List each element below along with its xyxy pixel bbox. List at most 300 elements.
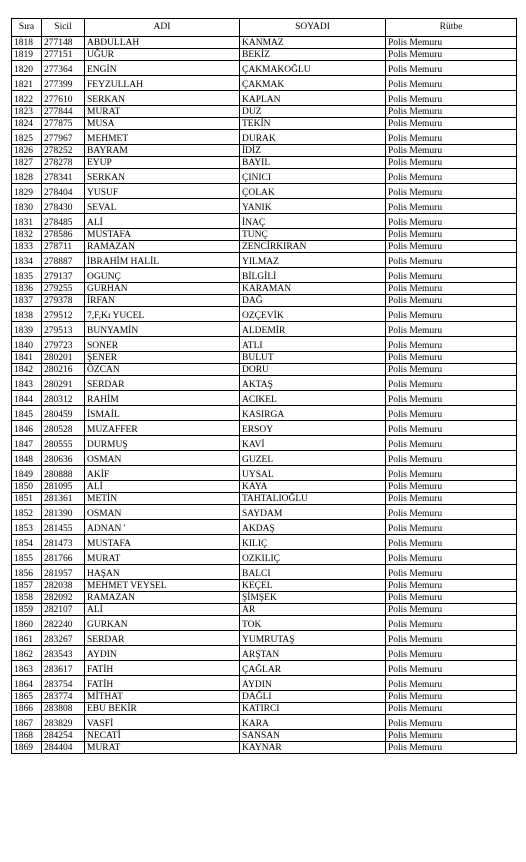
cell-rutbe: Polis Memuru [386, 307, 517, 322]
table-row [12, 631, 517, 646]
cell-sira: 1824 [12, 118, 42, 130]
cell-sicil: 278887 [42, 253, 85, 268]
cell-soyadi: ACIKEL [240, 391, 386, 406]
cell-soyadi: TUNÇ [240, 229, 386, 241]
table-row [12, 283, 517, 295]
cell-rutbe: Polis Memuru [386, 661, 517, 676]
cell-sira: 1861 [12, 631, 42, 646]
cell-soyadi: DUZ [240, 106, 386, 118]
cell-soyadi: KARA [240, 715, 386, 730]
cell-rutbe: Polis Memuru [386, 691, 517, 703]
cell-sicil: 280459 [42, 406, 85, 421]
cell-sira: 1827 [12, 157, 42, 169]
cell-sicil: 278404 [42, 184, 85, 199]
cell-adi: OGUNÇ [85, 268, 240, 283]
cell-sira: 1847 [12, 436, 42, 451]
cell-sicil: 284254 [42, 730, 85, 742]
cell-rutbe: Polis Memuru [386, 493, 517, 505]
cell-rutbe: Polis Memuru [386, 184, 517, 199]
cell-rutbe: Polis Memuru [386, 466, 517, 481]
column-header-soyadi: SOYADI [240, 19, 386, 37]
cell-sicil: 280888 [42, 466, 85, 481]
cell-sira: 1818 [12, 37, 42, 49]
cell-adi: OSMAN [85, 505, 240, 520]
cell-sicil: 278711 [42, 241, 85, 253]
cell-adi: MURAT [85, 550, 240, 565]
cell-rutbe: Polis Memuru [386, 535, 517, 550]
cell-adi: İBRAHİM HALİL [85, 253, 240, 268]
cell-rutbe: Polis Memuru [386, 604, 517, 616]
cell-adi: ADNAN ' [85, 520, 240, 535]
cell-adi: EYUP [85, 157, 240, 169]
cell-sira: 1822 [12, 91, 42, 106]
cell-soyadi: SAYDAM [240, 505, 386, 520]
cell-soyadi: ŞİMŞEK [240, 592, 386, 604]
cell-adi: İSMAİL [85, 406, 240, 421]
cell-sira: 1835 [12, 268, 42, 283]
cell-adi: BAYRAM [85, 145, 240, 157]
cell-sira: 1840 [12, 337, 42, 352]
cell-rutbe: Polis Memuru [386, 580, 517, 592]
cell-sira: 1849 [12, 466, 42, 481]
cell-soyadi: ALDEMİR [240, 322, 386, 337]
cell-adi: DURMUŞ [85, 436, 240, 451]
cell-sira: 1869 [12, 742, 42, 754]
cell-soyadi: ÇAĞLAR [240, 661, 386, 676]
cell-adi: ALİ [85, 481, 240, 493]
table-row [12, 481, 517, 493]
table-row [12, 307, 517, 322]
cell-soyadi: GUZEL [240, 451, 386, 466]
cell-sira: 1845 [12, 406, 42, 421]
table-row [12, 505, 517, 520]
cell-soyadi: BULUT [240, 352, 386, 364]
cell-sicil: 280216 [42, 364, 85, 376]
cell-rutbe: Polis Memuru [386, 436, 517, 451]
cell-adi: ALİ [85, 604, 240, 616]
cell-adi: MUSA [85, 118, 240, 130]
cell-adi: SERDAR [85, 376, 240, 391]
cell-rutbe: Polis Memuru [386, 199, 517, 214]
cell-soyadi: KAYA [240, 481, 386, 493]
table-row [12, 364, 517, 376]
cell-sicil: 279378 [42, 295, 85, 307]
table-row [12, 715, 517, 730]
cell-adi: ABDULLAH [85, 37, 240, 49]
cell-sicil: 280555 [42, 436, 85, 451]
cell-soyadi: OZÇEVİK [240, 307, 386, 322]
cell-sicil: 277399 [42, 76, 85, 91]
cell-rutbe: Polis Memuru [386, 742, 517, 754]
cell-rutbe: Polis Memuru [386, 91, 517, 106]
cell-soyadi: DAĞ [240, 295, 386, 307]
cell-sira: 1826 [12, 145, 42, 157]
cell-rutbe: Polis Memuru [386, 505, 517, 520]
table-row [12, 592, 517, 604]
cell-soyadi: DAĞLI [240, 691, 386, 703]
cell-sira: 1854 [12, 535, 42, 550]
cell-sira: 1867 [12, 715, 42, 730]
cell-rutbe: Polis Memuru [386, 352, 517, 364]
cell-adi: GURKAN [85, 616, 240, 631]
cell-sicil: 281957 [42, 565, 85, 580]
cell-sira: 1863 [12, 661, 42, 676]
cell-rutbe: Polis Memuru [386, 322, 517, 337]
cell-rutbe: Polis Memuru [386, 49, 517, 61]
cell-sira: 1850 [12, 481, 42, 493]
cell-rutbe: Polis Memuru [386, 106, 517, 118]
cell-sira: 1828 [12, 169, 42, 184]
cell-soyadi: UYSAL [240, 466, 386, 481]
cell-soyadi: İNAÇ [240, 214, 386, 229]
cell-sira: 1864 [12, 676, 42, 691]
cell-sira: 1831 [12, 214, 42, 229]
table-row [12, 214, 517, 229]
cell-rutbe: Polis Memuru [386, 37, 517, 49]
cell-sicil: 281473 [42, 535, 85, 550]
table-row [12, 337, 517, 352]
header-row [12, 19, 517, 37]
cell-adi: RAMAZAN [85, 592, 240, 604]
table-row [12, 157, 517, 169]
cell-rutbe: Polis Memuru [386, 283, 517, 295]
cell-sicil: 278278 [42, 157, 85, 169]
column-header-sira: Sıra [12, 19, 42, 37]
cell-sicil: 279512 [42, 307, 85, 322]
cell-rutbe: Polis Memuru [386, 715, 517, 730]
table-row [12, 130, 517, 145]
cell-soyadi: KEÇEL [240, 580, 386, 592]
cell-rutbe: Polis Memuru [386, 118, 517, 130]
cell-soyadi: KATIRCI [240, 703, 386, 715]
cell-adi: VASFİ [85, 715, 240, 730]
table-row [12, 616, 517, 631]
table-row [12, 169, 517, 184]
table-row [12, 466, 517, 481]
cell-sicil: 277875 [42, 118, 85, 130]
cell-adi: RAHİM [85, 391, 240, 406]
cell-soyadi: ÇAKMAKOĞLU [240, 61, 386, 76]
personnel-table [11, 18, 517, 754]
cell-soyadi: TAHTALIOĞLU [240, 493, 386, 505]
table-row [12, 661, 517, 676]
table-row [12, 241, 517, 253]
cell-sicil: 280291 [42, 376, 85, 391]
cell-rutbe: Polis Memuru [386, 730, 517, 742]
cell-sira: 1851 [12, 493, 42, 505]
cell-sira: 1842 [12, 364, 42, 376]
table-row [12, 184, 517, 199]
cell-sicil: 278252 [42, 145, 85, 157]
cell-sicil: 279137 [42, 268, 85, 283]
cell-sicil: 282092 [42, 592, 85, 604]
table-row [12, 493, 517, 505]
cell-rutbe: Polis Memuru [386, 421, 517, 436]
cell-sira: 1860 [12, 616, 42, 631]
table-row [12, 451, 517, 466]
cell-sira: 1862 [12, 646, 42, 661]
cell-sicil: 282240 [42, 616, 85, 631]
cell-adi: OSMAN [85, 451, 240, 466]
cell-soyadi: AKTAŞ [240, 376, 386, 391]
cell-sicil: 282038 [42, 580, 85, 592]
cell-adi: 7,F,Kı YUCEL [85, 307, 240, 322]
cell-adi: MUZAFFER [85, 421, 240, 436]
cell-adi: YUSUF [85, 184, 240, 199]
cell-sira: 1833 [12, 241, 42, 253]
cell-adi: İRFAN [85, 295, 240, 307]
cell-sira: 1843 [12, 376, 42, 391]
cell-sira: 1866 [12, 703, 42, 715]
cell-rutbe: Polis Memuru [386, 61, 517, 76]
cell-rutbe: Polis Memuru [386, 646, 517, 661]
table-row [12, 268, 517, 283]
cell-sira: 1844 [12, 391, 42, 406]
cell-soyadi: İDİZ [240, 145, 386, 157]
cell-rutbe: Polis Memuru [386, 241, 517, 253]
cell-soyadi: OZKILIÇ [240, 550, 386, 565]
cell-soyadi: BEKİZ [240, 49, 386, 61]
cell-rutbe: Polis Memuru [386, 229, 517, 241]
cell-rutbe: Polis Memuru [386, 391, 517, 406]
cell-adi: MEHMET VEYSEL [85, 580, 240, 592]
table-row [12, 742, 517, 754]
cell-adi: EBU BEKİR [85, 703, 240, 715]
cell-soyadi: ÇAKMAK [240, 76, 386, 91]
cell-sira: 1836 [12, 283, 42, 295]
cell-adi: SEVAL [85, 199, 240, 214]
cell-adi: NECATİ [85, 730, 240, 742]
cell-rutbe: Polis Memuru [386, 550, 517, 565]
cell-soyadi: ATLI [240, 337, 386, 352]
table-row [12, 76, 517, 91]
table-row [12, 406, 517, 421]
column-header-adi: ADI [85, 19, 240, 37]
cell-rutbe: Polis Memuru [386, 592, 517, 604]
cell-rutbe: Polis Memuru [386, 253, 517, 268]
cell-soyadi: ÇOLAK [240, 184, 386, 199]
cell-sira: 1837 [12, 295, 42, 307]
cell-sicil: 280312 [42, 391, 85, 406]
cell-soyadi: TEKİN [240, 118, 386, 130]
table-row [12, 676, 517, 691]
cell-soyadi: KARAMAN [240, 283, 386, 295]
cell-sicil: 283543 [42, 646, 85, 661]
table-row [12, 376, 517, 391]
cell-sira: 1853 [12, 520, 42, 535]
cell-soyadi: AYDIN [240, 676, 386, 691]
cell-rutbe: Polis Memuru [386, 364, 517, 376]
cell-sira: 1829 [12, 184, 42, 199]
cell-adi: RAMAZAN [85, 241, 240, 253]
table-row [12, 352, 517, 364]
cell-soyadi: BALCI [240, 565, 386, 580]
cell-adi: GURHAN [85, 283, 240, 295]
cell-sicil: 279255 [42, 283, 85, 295]
cell-soyadi: KANMAZ [240, 37, 386, 49]
cell-rutbe: Polis Memuru [386, 481, 517, 493]
cell-soyadi: BAYIL [240, 157, 386, 169]
cell-soyadi: AKDAŞ [240, 520, 386, 535]
column-header-rutbe: Rütbe [386, 19, 517, 37]
cell-adi: MİTHAT [85, 691, 240, 703]
table-row [12, 730, 517, 742]
cell-sira: 1825 [12, 130, 42, 145]
cell-rutbe: Polis Memuru [386, 169, 517, 184]
cell-soyadi: KILIÇ [240, 535, 386, 550]
cell-adi: SONER [85, 337, 240, 352]
table-row [12, 520, 517, 535]
cell-adi: FEYZULLAH [85, 76, 240, 91]
table-row [12, 106, 517, 118]
cell-sicil: 280201 [42, 352, 85, 364]
cell-sira: 1856 [12, 565, 42, 580]
cell-soyadi: KASIRGA [240, 406, 386, 421]
cell-sicil: 278485 [42, 214, 85, 229]
cell-sira: 1819 [12, 49, 42, 61]
table-row [12, 580, 517, 592]
cell-adi: FATİH [85, 676, 240, 691]
cell-sira: 1823 [12, 106, 42, 118]
cell-sicil: 278341 [42, 169, 85, 184]
table-row [12, 604, 517, 616]
cell-adi: ENGİN [85, 61, 240, 76]
cell-sira: 1858 [12, 592, 42, 604]
cell-rutbe: Polis Memuru [386, 130, 517, 145]
cell-sira: 1865 [12, 691, 42, 703]
cell-adi: BUNYAMİN [85, 322, 240, 337]
cell-sicil: 281361 [42, 493, 85, 505]
cell-sira: 1838 [12, 307, 42, 322]
cell-adi: MURAT [85, 742, 240, 754]
cell-rutbe: Polis Memuru [386, 295, 517, 307]
cell-soyadi: YILMAZ [240, 253, 386, 268]
cell-sicil: 277151 [42, 49, 85, 61]
table-row [12, 61, 517, 76]
cell-sicil: 281455 [42, 520, 85, 535]
cell-rutbe: Polis Memuru [386, 406, 517, 421]
cell-soyadi: ÇINICI [240, 169, 386, 184]
cell-sicil: 279513 [42, 322, 85, 337]
cell-rutbe: Polis Memuru [386, 565, 517, 580]
cell-sicil: 282107 [42, 604, 85, 616]
table-row [12, 145, 517, 157]
cell-rutbe: Polis Memuru [386, 145, 517, 157]
cell-rutbe: Polis Memuru [386, 214, 517, 229]
cell-adi: MURAT [85, 106, 240, 118]
cell-sicil: 281390 [42, 505, 85, 520]
cell-soyadi: KAYNAR [240, 742, 386, 754]
cell-sicil: 283829 [42, 715, 85, 730]
cell-rutbe: Polis Memuru [386, 631, 517, 646]
table-row [12, 229, 517, 241]
cell-sicil: 283267 [42, 631, 85, 646]
table-row [12, 691, 517, 703]
table-row [12, 37, 517, 49]
cell-sira: 1855 [12, 550, 42, 565]
table-row [12, 703, 517, 715]
cell-sira: 1857 [12, 580, 42, 592]
cell-soyadi: SANSAN [240, 730, 386, 742]
cell-sicil: 283808 [42, 703, 85, 715]
cell-soyadi: YUMRUTAŞ [240, 631, 386, 646]
table-row [12, 118, 517, 130]
cell-rutbe: Polis Memuru [386, 376, 517, 391]
cell-rutbe: Polis Memuru [386, 703, 517, 715]
cell-sira: 1832 [12, 229, 42, 241]
cell-adi: SERKAN [85, 169, 240, 184]
table-row [12, 253, 517, 268]
cell-rutbe: Polis Memuru [386, 451, 517, 466]
cell-adi: MUSTAFA [85, 229, 240, 241]
cell-sira: 1820 [12, 61, 42, 76]
cell-adi: ÖZCAN [85, 364, 240, 376]
cell-sicil: 284404 [42, 742, 85, 754]
cell-sira: 1830 [12, 199, 42, 214]
cell-sira: 1846 [12, 421, 42, 436]
cell-soyadi: ERSOY [240, 421, 386, 436]
cell-sira: 1852 [12, 505, 42, 520]
cell-adi: FATİH [85, 661, 240, 676]
cell-sicil: 277844 [42, 106, 85, 118]
cell-rutbe: Polis Memuru [386, 76, 517, 91]
cell-rutbe: Polis Memuru [386, 616, 517, 631]
cell-soyadi: DORU [240, 364, 386, 376]
cell-sira: 1848 [12, 451, 42, 466]
cell-adi: AKİF [85, 466, 240, 481]
cell-soyadi: AR [240, 604, 386, 616]
table-row [12, 295, 517, 307]
cell-sicil: 280636 [42, 451, 85, 466]
table-row [12, 49, 517, 61]
table-row [12, 436, 517, 451]
cell-sicil: 277364 [42, 61, 85, 76]
table-row [12, 199, 517, 214]
cell-sicil: 281095 [42, 481, 85, 493]
cell-adi: AYDIN [85, 646, 240, 661]
cell-soyadi: ARŞTAN [240, 646, 386, 661]
table-row [12, 391, 517, 406]
cell-adi: MUSTAFA [85, 535, 240, 550]
cell-sira: 1868 [12, 730, 42, 742]
cell-adi: UĞUR [85, 49, 240, 61]
cell-rutbe: Polis Memuru [386, 676, 517, 691]
cell-soyadi: BİLGİLİ [240, 268, 386, 283]
cell-adi: HAŞAN [85, 565, 240, 580]
table-row [12, 322, 517, 337]
cell-sicil: 280528 [42, 421, 85, 436]
cell-adi: SERDAR [85, 631, 240, 646]
cell-sicil: 281766 [42, 550, 85, 565]
table-row [12, 421, 517, 436]
cell-sicil: 283754 [42, 676, 85, 691]
cell-sira: 1821 [12, 76, 42, 91]
cell-sicil: 283617 [42, 661, 85, 676]
cell-rutbe: Polis Memuru [386, 520, 517, 535]
cell-adi: SERKAN [85, 91, 240, 106]
table-row [12, 91, 517, 106]
cell-rutbe: Polis Memuru [386, 157, 517, 169]
cell-soyadi: KAVİ [240, 436, 386, 451]
cell-sira: 1834 [12, 253, 42, 268]
cell-soyadi: YANIK [240, 199, 386, 214]
table-row [12, 535, 517, 550]
cell-adi: MEHMET [85, 130, 240, 145]
cell-sicil: 278430 [42, 199, 85, 214]
cell-adi: ŞENER [85, 352, 240, 364]
cell-rutbe: Polis Memuru [386, 268, 517, 283]
cell-sira: 1839 [12, 322, 42, 337]
